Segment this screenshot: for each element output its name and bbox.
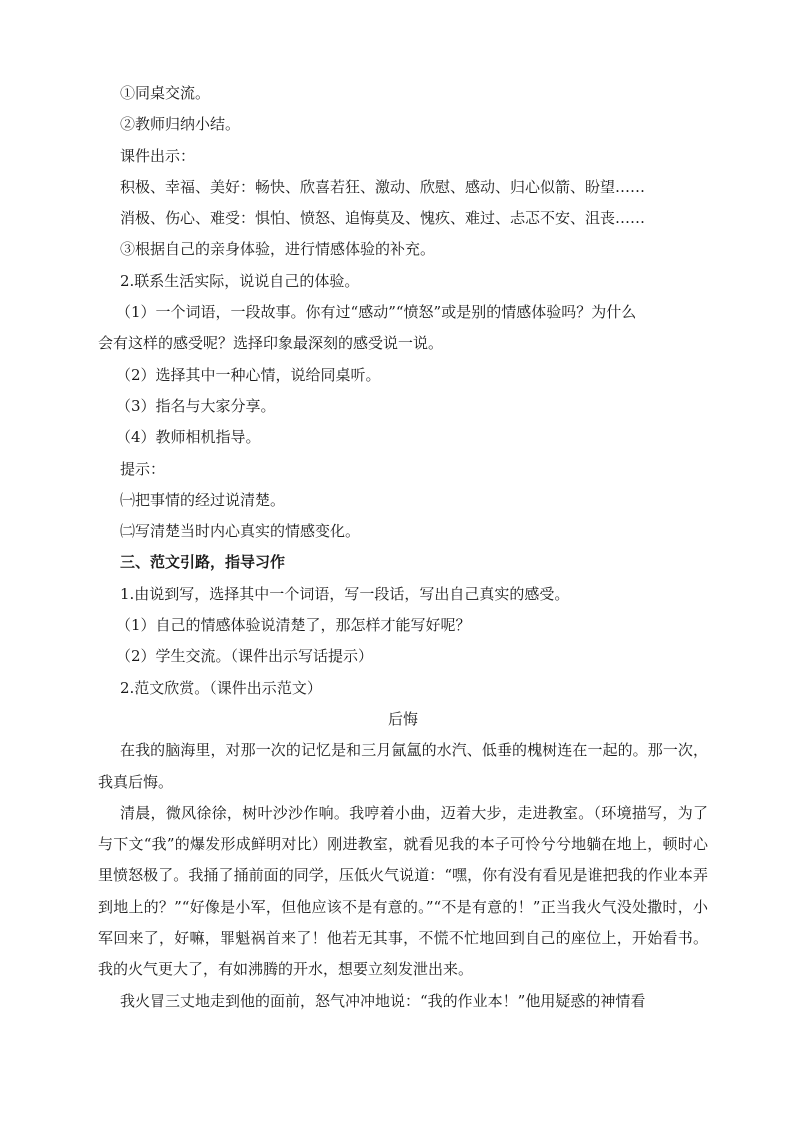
section-3-heading: 三、范文引路，指导习作: [120, 553, 286, 572]
tips-label: 提示：: [120, 459, 166, 478]
sub-item-3: （3）指名与大家分享。: [116, 396, 276, 415]
essay-paragraph-3: 我火冒三丈地走到他的面前，怒气冲冲地说：“我的作业本！”他用疑惑的神情看: [120, 991, 646, 1010]
essay-paragraph-2: 清晨，微风徐徐，树叶沙沙作响。我哼着小曲，迈着大步，走进教室。（环境描写，为了与下文“我”的爆发形成鲜明对比）刚进教室，就看见我的本子可怜兮兮地躺在地上，顿时心里愤怒极了。我捅了捅前面的同学，压低火气说道：“嘿，你有没有看见是谁把我的作业本弄到地上的？”“好像是小军，但他应该不是有意的。”“不是有意的！”正当我火气没处撒时，小军回来了，好嘛，罪魁祸首来了！他若无其事，不慌不忙地回到自己的座位上，开始看书。我的火气更大了，有如沸腾的开水，想要立刻发泄出来。: [98, 803, 708, 979]
sub-item-2: （2）选择其中一种心情，说给同桌听。: [116, 365, 381, 384]
step-exchange: ①同桌交流。: [120, 84, 211, 102]
document-body: [98, 78, 708, 1017]
sub-item-1-line1: （1）一个词语，一段故事。你有过“感动”“愤怒”或是别的情感体验吗？为什么: [116, 303, 637, 322]
step-supplement: ③根据自己的亲身体验，进行情感体验的补充。: [120, 240, 436, 259]
item-2: 2.联系生活实际，说说自己的体验。: [120, 271, 360, 290]
sub-item-1-line2: 会有这样的感受呢？选择印象最深刻的感受说一说。: [98, 334, 444, 353]
step-summary: ②教师归纳小结。: [120, 115, 241, 134]
section-3-sub-1: （1）自己的情感体验说清楚了，那怎样才能写好呢？: [116, 616, 471, 635]
essay-title: 后悔: [387, 709, 418, 728]
negative-words: 消极、伤心、难受：惧怕、愤怒、追悔莫及、愧疚、难过、忐忑不安、沮丧……: [120, 209, 646, 228]
section-3-item-2: 2.范文欣赏。（课件出示范文）: [120, 678, 322, 697]
positive-words: 积极、幸福、美好：畅快、欣喜若狂、激动、欣慰、感动、归心似箭、盼望……: [120, 177, 646, 196]
courseware-label: 课件出示：: [120, 146, 196, 165]
essay-paragraph-1: 在我的脑海里，对那一次的记忆是和三月氤氲的水汽、低垂的槐树连在一起的。那一次，我真后悔。: [98, 741, 708, 791]
tip-2: ㈡写清楚当时内心真实的情感变化。: [120, 522, 361, 541]
sub-item-4: （4）教师相机指导。: [116, 428, 261, 447]
tip-1: ㈠把事情的经过说清楚。: [120, 490, 286, 509]
section-3-item-1: 1.由说到写，选择其中一个词语，写一段话，写出自己真实的感受。: [120, 584, 570, 603]
section-3-sub-2: （2）学生交流。（课件出示写话提示）: [116, 647, 374, 666]
